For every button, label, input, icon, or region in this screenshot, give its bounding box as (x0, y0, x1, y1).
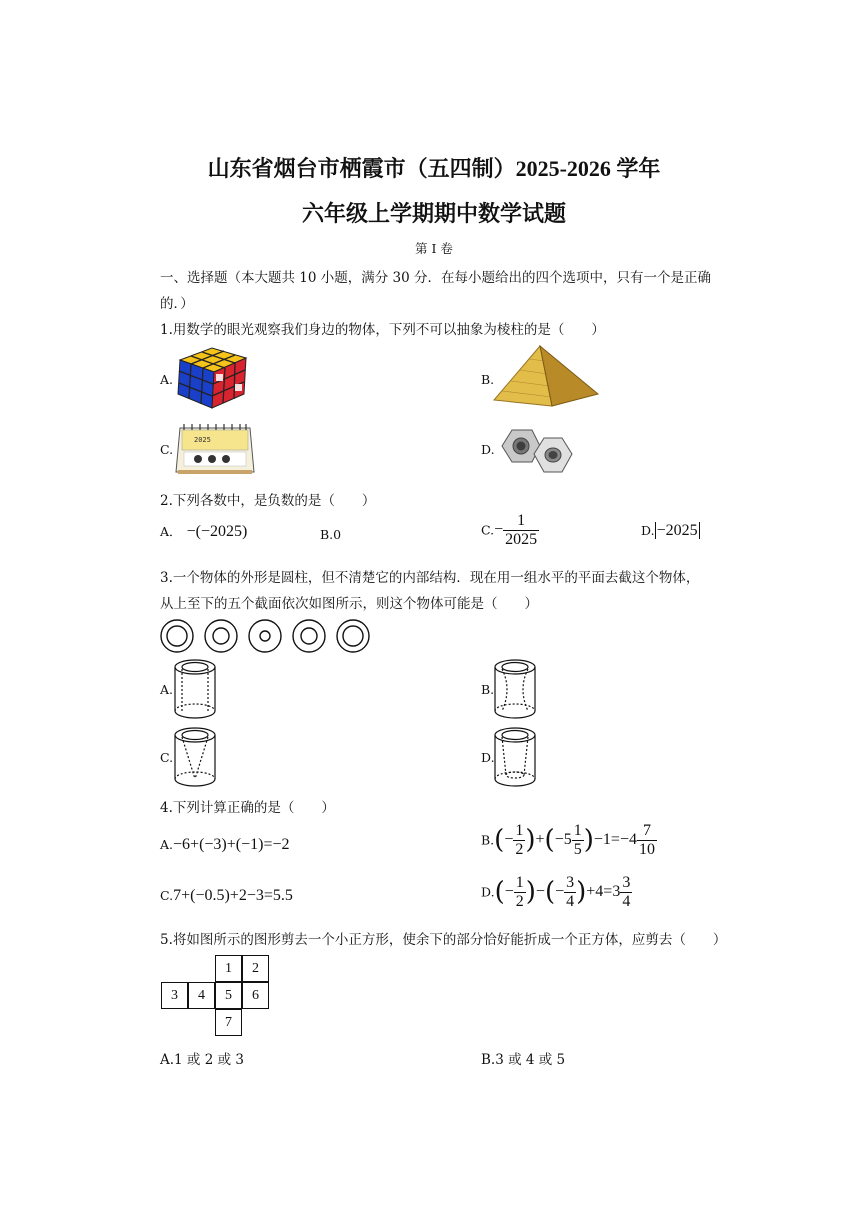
cross-sections-figure (158, 617, 374, 659)
net-cell-2: 2 (242, 955, 269, 982)
cube-net-figure (161, 955, 273, 1039)
calendar-year-text: 2025 (194, 436, 211, 444)
q4-option-a-expr: −6+(−3)+(−1)=−2 (173, 836, 290, 853)
q3-stem-line1: 3.一个物体的外形是圆柱，但不清楚它的内部结构．现在用一组水平的平面去截这个物体， (160, 570, 700, 586)
desk-calendar-image (174, 420, 256, 482)
q4-option-b-label: B. (481, 832, 495, 848)
q4-b-mixed-whole: −5 (554, 831, 572, 849)
hex-nut-image (496, 420, 576, 482)
q4-b-f2-num: 1 (573, 822, 582, 839)
q4-d-fraction-1 (514, 874, 526, 910)
cylinder-c-figure (172, 725, 218, 793)
q3-option-a-label[interactable]: A. (160, 682, 174, 697)
q2-option-a-label: A． (160, 524, 182, 539)
q4-d-minus: − (535, 883, 545, 901)
q4-stem: 4.下列计算正确的是（ ） (160, 800, 335, 816)
q2-stem: 2.下列各数中，是负数的是（ ） (160, 493, 376, 509)
q2-option-c-fraction (503, 512, 539, 548)
q4-d-result-fraction (620, 874, 632, 910)
q4-b-res-den: 10 (638, 840, 655, 858)
q3-option-c-label[interactable]: C. (160, 750, 174, 765)
instructions-line2: 的．） (160, 296, 194, 312)
section-label: 第 I 卷 (415, 241, 453, 256)
q4-b-sign1: − (504, 831, 514, 849)
q4-d-res-den: 4 (622, 892, 631, 910)
q2-option-c-sign: − (494, 521, 504, 539)
net-cell-7: 7 (215, 1009, 242, 1036)
q2-option-d[interactable] (641, 520, 700, 540)
q1-stem: 1.用数学的眼光观察我们身边的物体，下列不可以抽象为棱柱的是（ ） (160, 322, 605, 338)
q2-option-b[interactable]: B.0 (320, 527, 342, 542)
net-cell-1: 1 (215, 955, 242, 982)
q1-option-a-label[interactable]: A. (160, 372, 174, 387)
q2-option-d-expr: −2025 (656, 522, 698, 539)
q1-option-c-label[interactable]: C. (160, 442, 174, 457)
q2-c-denominator: 2025 (505, 530, 538, 548)
q2-c-numerator: 1 (503, 512, 539, 531)
q4-b-f1-den: 2 (515, 840, 524, 858)
q3-option-b-label[interactable]: B. (481, 682, 495, 697)
q4-option-d[interactable]: D.(− $\frac{1}{2}$ )−(− $\frac{3}{4}$ )+4=3 $\frac{3}{4}$ (481, 874, 631, 910)
q2-option-d-label: D. (641, 523, 655, 538)
q5-option-a[interactable]: A.1 或 2 或 3 (160, 1052, 244, 1068)
net-cell-3: 3 (161, 982, 188, 1009)
cross-section-5 (337, 620, 369, 652)
q4-d-neg2: − (555, 883, 565, 901)
q4-b-fraction-1 (513, 822, 525, 858)
q4-option-d-label: D. (481, 884, 495, 900)
q4-b-f1-num: 1 (515, 822, 524, 839)
q4-d-neg1: − (504, 883, 514, 901)
q2-option-c-label: C. (481, 522, 495, 538)
q3-option-d-label[interactable]: D. (481, 750, 495, 765)
cross-section-2 (205, 620, 237, 652)
net-cell-5: 5 (215, 982, 242, 1009)
q2-option-c[interactable] (481, 512, 539, 548)
net-cell-4: 4 (188, 982, 215, 1009)
cross-section-4 (293, 620, 325, 652)
q4-d-tail: +4=3 (586, 883, 621, 901)
net-cell-6: 6 (242, 982, 269, 1009)
q4-b-res-num: 7 (637, 822, 657, 841)
q4-option-b[interactable]: B.(− $\frac{1}{2}$ )+(−5 $\frac{1}{5}$ )−1=−4 $\frac{7}{10}$ (481, 822, 655, 858)
cross-section-3 (249, 620, 281, 652)
q4-option-a[interactable] (160, 834, 290, 854)
q4-option-a-label: A. (160, 837, 174, 852)
q4-d-res-num: 3 (622, 874, 631, 891)
cylinder-a-figure (172, 657, 218, 725)
q4-option-c-label: C. (160, 888, 174, 903)
q1-option-d-label[interactable]: D. (481, 442, 495, 457)
q4-b-result-fraction (637, 822, 657, 858)
cross-section-1 (161, 620, 193, 652)
q5-option-b[interactable]: B.3 或 4 或 5 (481, 1052, 566, 1068)
q4-b-f2-den: 5 (573, 840, 582, 858)
q4-b-fraction-2 (572, 822, 584, 858)
cylinder-d-figure (492, 725, 538, 793)
q4-d-fraction-2 (564, 874, 576, 910)
q4-d-f1-num: 1 (515, 874, 524, 891)
q2-option-a[interactable] (160, 521, 247, 541)
document-title-line2: 六年级上学期期中数学试题 (301, 201, 566, 226)
q2-option-a-expr: −(−2025) (186, 523, 248, 540)
document-title-line1: 山东省烟台市栖霞市（五四制）2025-2026 学年 (207, 156, 661, 181)
q3-stem-line2: 从上至下的五个截面依次如图所示，则这个物体可能是（ ） (160, 596, 538, 612)
q4-b-tail: −1=−4 (593, 831, 637, 849)
instructions-line1: 一、选择题（本大题共 10 小题，满分 30 分．在每小题给出的四个选项中，只有一个是正确 (160, 270, 712, 286)
q4-d-f2-num: 3 (566, 874, 575, 891)
q1-option-b-label[interactable]: B. (481, 372, 495, 387)
q4-d-f1-den: 2 (515, 892, 524, 910)
q4-d-f2-den: 4 (566, 892, 575, 910)
pyramid-image (492, 342, 602, 414)
q4-option-c[interactable] (160, 885, 293, 905)
cylinder-b-figure (492, 657, 538, 725)
q4-option-c-expr: 7+(−0.5)+2−3=5.5 (173, 887, 293, 904)
rubiks-cube-image (172, 344, 252, 416)
q4-b-plus: + (535, 831, 545, 849)
q5-stem: 5.将如图所示的图形剪去一个小正方形，使余下的部分恰好能折成一个正方体，应剪去（ ） (160, 932, 727, 948)
